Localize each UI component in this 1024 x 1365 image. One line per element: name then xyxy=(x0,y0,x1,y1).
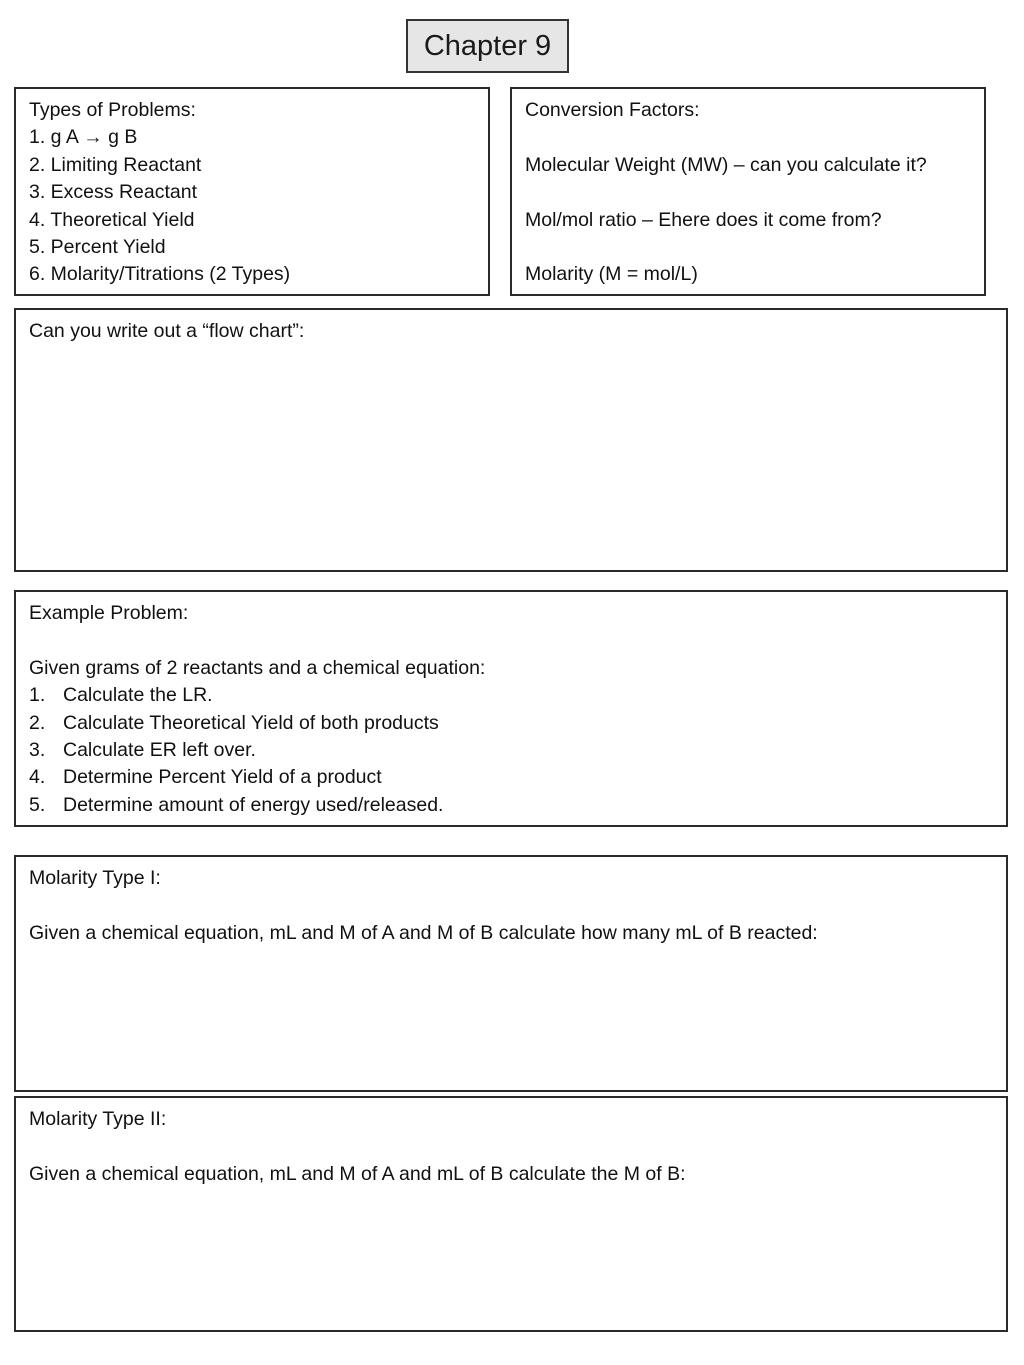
spacer xyxy=(525,124,972,151)
molarity-type-2-box xyxy=(14,1096,1008,1332)
spacer xyxy=(29,1133,994,1160)
example-problem-box xyxy=(14,590,1008,827)
molarity-type-1-box xyxy=(14,855,1008,1092)
conversion-factor-item: Mol/mol ratio – Ehere does it come from? xyxy=(525,208,882,231)
spacer xyxy=(525,179,972,206)
step-text: Calculate Theoretical Yield of both products xyxy=(63,711,439,734)
problem-type-item: 6. Molarity/Titrations (2 Types) xyxy=(29,263,291,286)
molarity-type-1-heading: Molarity Type I: xyxy=(29,867,161,889)
conversion-factor-item: Molecular Weight (MW) – can you calculate it? xyxy=(525,153,927,176)
step-number: 5. xyxy=(29,793,46,816)
problem-type-item: 3. Excess Reactant xyxy=(29,181,197,204)
problem-type-item: 4. Theoretical Yield xyxy=(29,208,195,231)
list-item xyxy=(29,764,994,791)
step-number: 2. xyxy=(29,711,46,734)
step-text: Calculate the LR. xyxy=(63,684,213,707)
step-text: Determine Percent Yield of a product xyxy=(63,766,382,789)
types-of-problems-box xyxy=(14,87,490,296)
example-problem-intro: Given grams of 2 reactants and a chemical equation: xyxy=(29,656,486,679)
example-problem-heading: Example Problem: xyxy=(29,602,189,624)
step-text: Calculate ER left over. xyxy=(63,739,256,762)
list-item xyxy=(29,737,994,764)
step-number: 4. xyxy=(29,766,46,789)
step-text: Determine amount of energy used/released. xyxy=(63,793,444,816)
flow-chart-prompt: Can you write out a “flow chart”: xyxy=(29,320,305,342)
flow-chart-box xyxy=(14,308,1008,572)
list-item xyxy=(29,710,994,737)
molarity-type-2-text: Given a chemical equation, mL and M of A and mL of B calculate the M of B: xyxy=(29,1162,686,1185)
spacer xyxy=(29,627,994,654)
molarity-type-2-heading: Molarity Type II: xyxy=(29,1108,167,1130)
step-number: 1. xyxy=(29,684,46,707)
spacer xyxy=(29,892,994,919)
problem-type-item: 2. Limiting Reactant xyxy=(29,153,202,176)
spacer xyxy=(525,234,972,261)
conversion-factor-item: Molarity (M = mol/L) xyxy=(525,263,698,286)
problem-type-item: 1. g A → g B xyxy=(29,126,138,149)
types-of-problems-heading: Types of Problems: xyxy=(29,99,196,121)
step-number: 3. xyxy=(29,739,46,762)
page-title: Chapter 9 xyxy=(406,19,569,73)
molarity-type-1-text: Given a chemical equation, mL and M of A and M of B calculate how many mL of B reacted: xyxy=(29,921,818,944)
list-item xyxy=(29,682,994,709)
conversion-factors-heading: Conversion Factors: xyxy=(525,99,700,121)
problem-type-item: 5. Percent Yield xyxy=(29,236,166,259)
example-problem-steps xyxy=(29,682,994,819)
conversion-factors-box xyxy=(510,87,986,296)
list-item xyxy=(29,792,994,819)
